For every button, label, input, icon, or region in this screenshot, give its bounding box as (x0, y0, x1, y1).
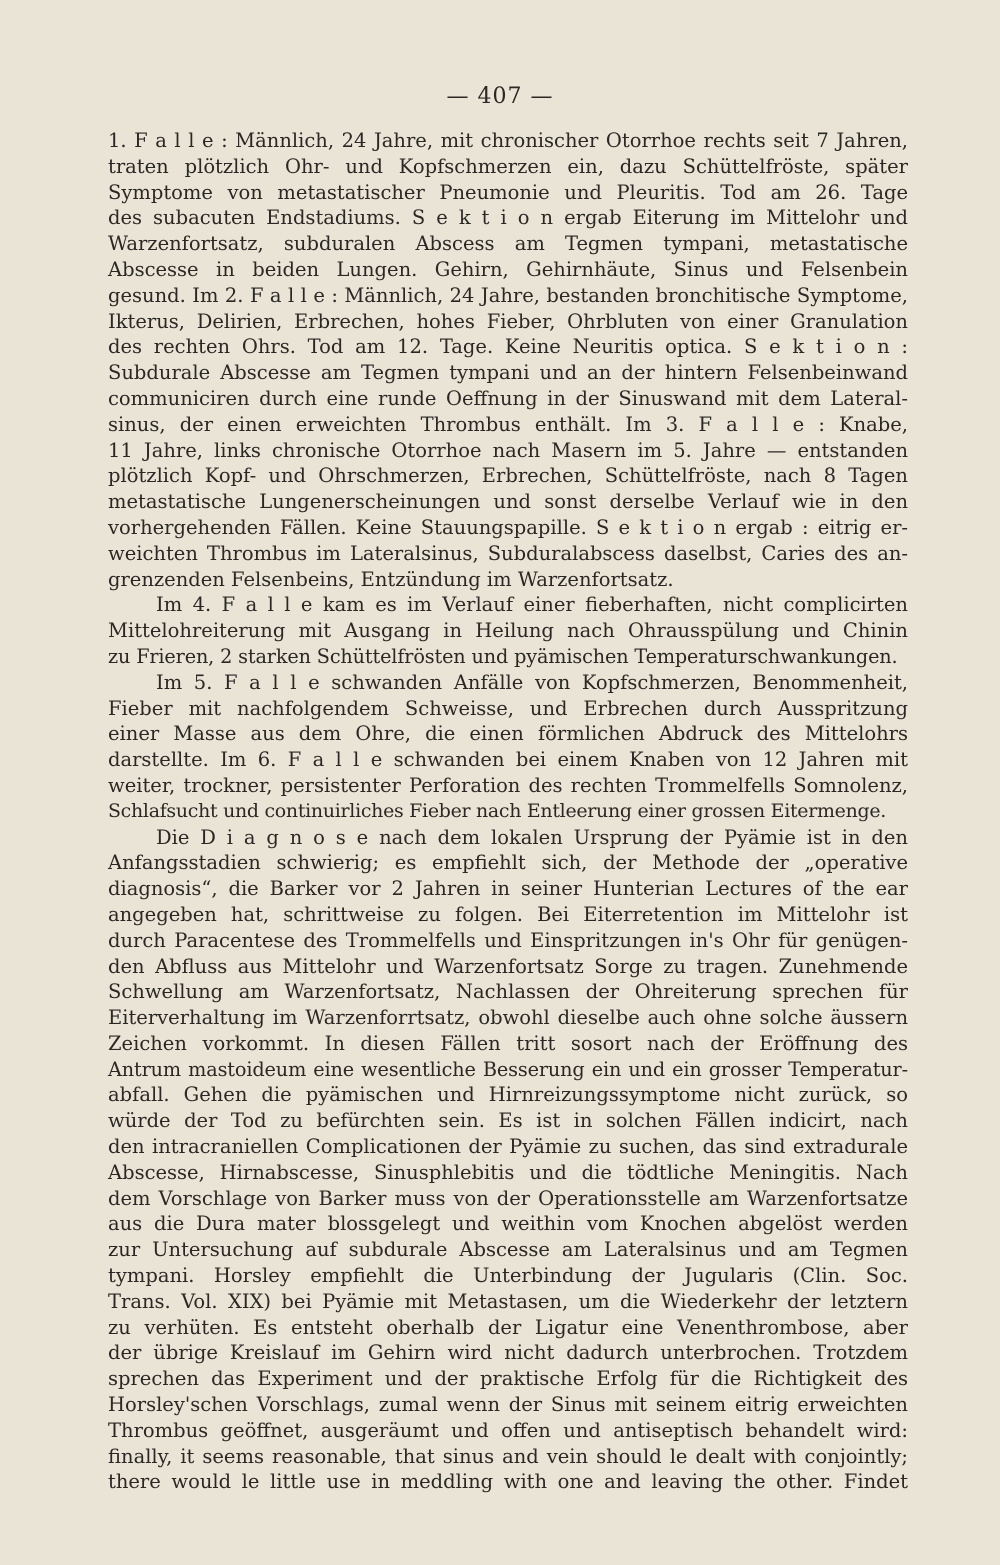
text-line: zur Untersuchung auf subdurale Abscesse am Lateralsinus und am Tegmen (108, 1238, 908, 1262)
text-line: Antrum mastoideum eine wesentliche Besserung ein und ein grosser Temperatur- (108, 1057, 908, 1081)
text-line: Horsley'schen Vorschlags, zumal wenn der Sinus mit seinem eitrig erweichten (108, 1393, 908, 1417)
text-line: Ikterus, Delirien, Erbrechen, hohes Fieber, Ohrbluten von einer Granulation (108, 309, 908, 333)
text-line: Abscesse in beiden Lungen. Gehirn, Gehirnhäute, Sinus und Felsenbein (108, 257, 908, 281)
text-line: würde der Tod zu befürchten sein. Es ist in solchen Fällen indicirt, nach (108, 1109, 908, 1133)
text-line: Die D i a g n o s e nach dem lokalen Ursprung der Pyämie ist in den (156, 825, 908, 849)
text-line: vorhergehenden Fällen. Keine Stauungspapille. S e k t i o n ergab : eitrig er- (108, 515, 908, 539)
text-line: weiter, trockner, persistenter Perforation des rechten Trommelfells Somnolenz, (108, 773, 908, 797)
text-line: there would le little use in meddling with one and leaving the other. Findet (108, 1470, 908, 1494)
text-line: finally, it seems reasonable, that sinus and vein should le dealt with conjointly; (108, 1444, 908, 1468)
text-line: Im 5. F a l l e schwanden Anfälle von Kopfschmerzen, Benommenheit, (156, 670, 908, 694)
text-line: communiciren durch eine runde Oeffnung in der Sinuswand mit dem Lateral- (108, 386, 908, 410)
body-text (108, 128, 908, 1495)
text-line: Symptome von metastatischer Pneumonie und Pleuritis. Tod am 26. Tage (108, 180, 908, 204)
text-line: den intracraniellen Complicationen der Pyämie zu suchen, das sind extradurale (108, 1135, 908, 1159)
text-line: einer Masse aus dem Ohre, die einen förmlichen Abdruck des Mittelohrs (108, 722, 908, 746)
text-line: sinus, der einen erweichten Thrombus enthält. Im 3. F a l l e : Knabe, (108, 412, 908, 436)
text-line: Schwellung am Warzenfortsatz, Nachlassen der Ohreiterung sprechen für (108, 980, 908, 1004)
text-line: Anfangsstadien schwierig; es empfiehlt sich, der Methode der „operative (108, 851, 908, 875)
text-line: Zeichen vorkommt. In diesen Fällen tritt sosort nach der Eröffnung des (108, 1031, 908, 1055)
text-line: 11 Jahre, links chronische Otorrhoe nach Masern im 5. Jahre — entstanden (108, 438, 908, 462)
text-line: zu verhüten. Es entsteht oberhalb der Ligatur eine Venenthrombose, aber (108, 1315, 908, 1339)
text-line: tympani. Horsley empfiehlt die Unterbindung der Jugularis (Clin. Soc. (108, 1264, 908, 1288)
text-line: Mittelohreiterung mit Ausgang in Heilung nach Ohrausspülung und Chinin (108, 619, 908, 643)
text-line: Schlafsucht und continuirliches Fieber nach Entleerung einer grossen Eitermenge. (108, 799, 886, 822)
text-line: Fieber mit nachfolgendem Schweisse, und Erbrechen durch Ausspritzung (108, 696, 908, 720)
text-line: Trans. Vol. XIX) bei Pyämie mit Metastasen, um die Wiederkehr der letztern (108, 1289, 908, 1313)
page-number: — 407 — (446, 84, 554, 109)
text-line: diagnosis“, die Barker vor 2 Jahren in seiner Hunterian Lectures of the ear (108, 877, 908, 901)
text-line: Eiterverhaltung im Warzenforrtsatz, obwohl dieselbe auch ohne solche äussern (108, 1006, 908, 1030)
text-line: aus die Dura mater blossgelegt und weithin vom Knochen abgelöst werden (108, 1212, 908, 1236)
text-line: zu Frieren, 2 starken Schüttelfrösten und pyämischen Temperaturschwankungen. (108, 644, 898, 668)
text-line: Warzenfortsatz, subduralen Abscess am Tegmen tympani, metastatische (108, 232, 908, 256)
text-line: Abscesse, Hirnabscesse, Sinusphlebitis und die tödtliche Meningitis. Nach (108, 1160, 908, 1184)
text-line: plötzlich Kopf- und Ohrschmerzen, Erbrechen, Schüttelfröste, nach 8 Tagen (108, 464, 908, 488)
text-line: Subdurale Abscesse am Tegmen tympani und an der hintern Felsenbeinwand (108, 361, 908, 385)
text-line: 1. F a l l e : Männlich, 24 Jahre, mit chronischer Otorrhoe rechts seit 7 Jahren, (108, 129, 908, 152)
text-line: metastatische Lungenerscheinungen und sonst derselbe Verlauf wie in den (108, 490, 908, 514)
text-line: weichten Thrombus im Lateralsinus, Subduralabscess daselbst, Caries des an- (108, 541, 908, 565)
text-line: des rechten Ohrs. Tod am 12. Tage. Keine Neuritis optica. S e k t i o n : (108, 335, 908, 359)
text-line: abfall. Gehen die pyämischen und Hirnreizungssymptome nicht zurück, so (108, 1083, 908, 1107)
text-line: sprechen das Experiment und der praktische Erfolg für die Richtigkeit des (108, 1367, 908, 1391)
text-line: Im 4. F a l l e kam es im Verlauf einer fieberhaften, nicht complicirten (156, 593, 908, 617)
text-line: dem Vorschlage von Barker muss von der Operationsstelle am Warzenfortsatze (108, 1186, 908, 1210)
text-line: durch Paracentese des Trommelfells und Einspritzungen in's Ohr für genügen- (108, 928, 908, 952)
text-line: grenzenden Felsenbeins, Entzündung im Warzenfortsatz. (108, 567, 674, 591)
text-line: den Abfluss aus Mittelohr und Warzenfortsatz Sorge zu tragen. Zunehmende (108, 954, 908, 978)
text-line: des subacuten Endstadiums. S e k t i o n ergab Eiterung im Mittelohr und (108, 206, 908, 230)
text-line: gesund. Im 2. F a l l e : Männlich, 24 Jahre, bestanden bronchitische Symptome, (108, 283, 908, 307)
text-line: Thrombus geöffnet, ausgeräumt und offen und antiseptisch behandelt wird: (108, 1418, 908, 1442)
text-line: angegeben hat, schrittweise zu folgen. Bei Eiterretention im Mittelohr ist (108, 902, 908, 926)
text-line: traten plötzlich Ohr- und Kopfschmerzen ein, dazu Schüttelfröste, später (108, 154, 908, 178)
text-line: darstellte. Im 6. F a l l e schwanden bei einem Knaben von 12 Jahren mit (108, 748, 908, 772)
text-line: der übrige Kreislauf im Gehirn wird nicht dadurch unterbrochen. Trotzdem (108, 1341, 908, 1365)
